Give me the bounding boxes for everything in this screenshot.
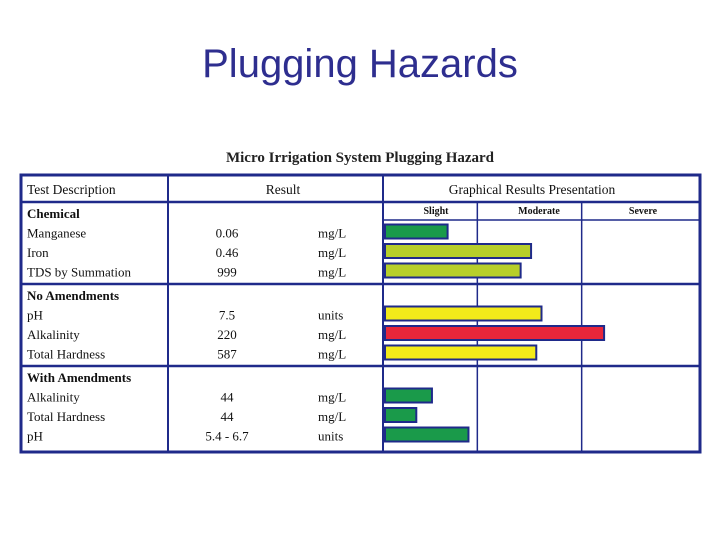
row-label: Alkalinity (27, 327, 80, 342)
header-description: Test Description (27, 182, 116, 197)
hazard-bar (385, 428, 468, 442)
group-label: Chemical (27, 206, 80, 221)
hazard-bar (385, 244, 531, 258)
row-unit: mg/L (318, 409, 347, 424)
hazard-bar (385, 389, 432, 403)
table-frame (21, 175, 700, 452)
row-unit: mg/L (318, 346, 347, 362)
hazard-level-label: Moderate (518, 206, 560, 217)
row-label: TDS by Summation (27, 264, 132, 280)
hazard-bar (385, 307, 542, 321)
row-value: 0.46 (215, 245, 239, 260)
row-value: 44 (220, 389, 234, 405)
hazard-level-label: Severe (628, 206, 658, 217)
row-unit: mg/L (318, 327, 347, 342)
row-unit: mg/L (318, 225, 347, 241)
row-label: pH (27, 307, 43, 323)
row-unit: units (318, 428, 344, 444)
group-label: No Amendments (27, 288, 120, 303)
hazard-bar (385, 264, 521, 278)
row-value: 220 (217, 327, 237, 342)
row-label: Iron (27, 245, 49, 260)
row-value: 999 (217, 264, 237, 280)
header-graphical: Graphical Results Presentation (448, 182, 616, 197)
row-label: Total Hardness (27, 346, 106, 362)
row-label: Alkalinity (27, 389, 80, 405)
row-value: 7.5 (218, 307, 236, 323)
row-value: 0.06 (215, 225, 239, 241)
row-unit: mg/L (318, 389, 347, 405)
row-value: 44 (220, 409, 234, 424)
row-unit: mg/L (318, 245, 347, 260)
row-label: Total Hardness (27, 409, 106, 424)
hazard-bar (385, 346, 536, 360)
hazard-level-label: Slight (423, 206, 449, 217)
slide-title: Plugging Hazards (202, 42, 518, 86)
row-value: 587 (217, 346, 237, 362)
row-unit: units (318, 307, 344, 323)
chart-title: Micro Irrigation System Plugging Hazard (225, 150, 495, 166)
header-result: Result (265, 182, 301, 197)
hazard-bar (385, 225, 448, 239)
group-label: With Amendments (27, 370, 132, 385)
row-unit: mg/L (318, 264, 347, 280)
row-label: pH (27, 428, 43, 444)
row-label: Manganese (27, 225, 87, 241)
hazard-bar (385, 326, 604, 340)
row-value: 5.4 - 6.7 (205, 428, 249, 444)
hazard-bar (385, 408, 416, 422)
